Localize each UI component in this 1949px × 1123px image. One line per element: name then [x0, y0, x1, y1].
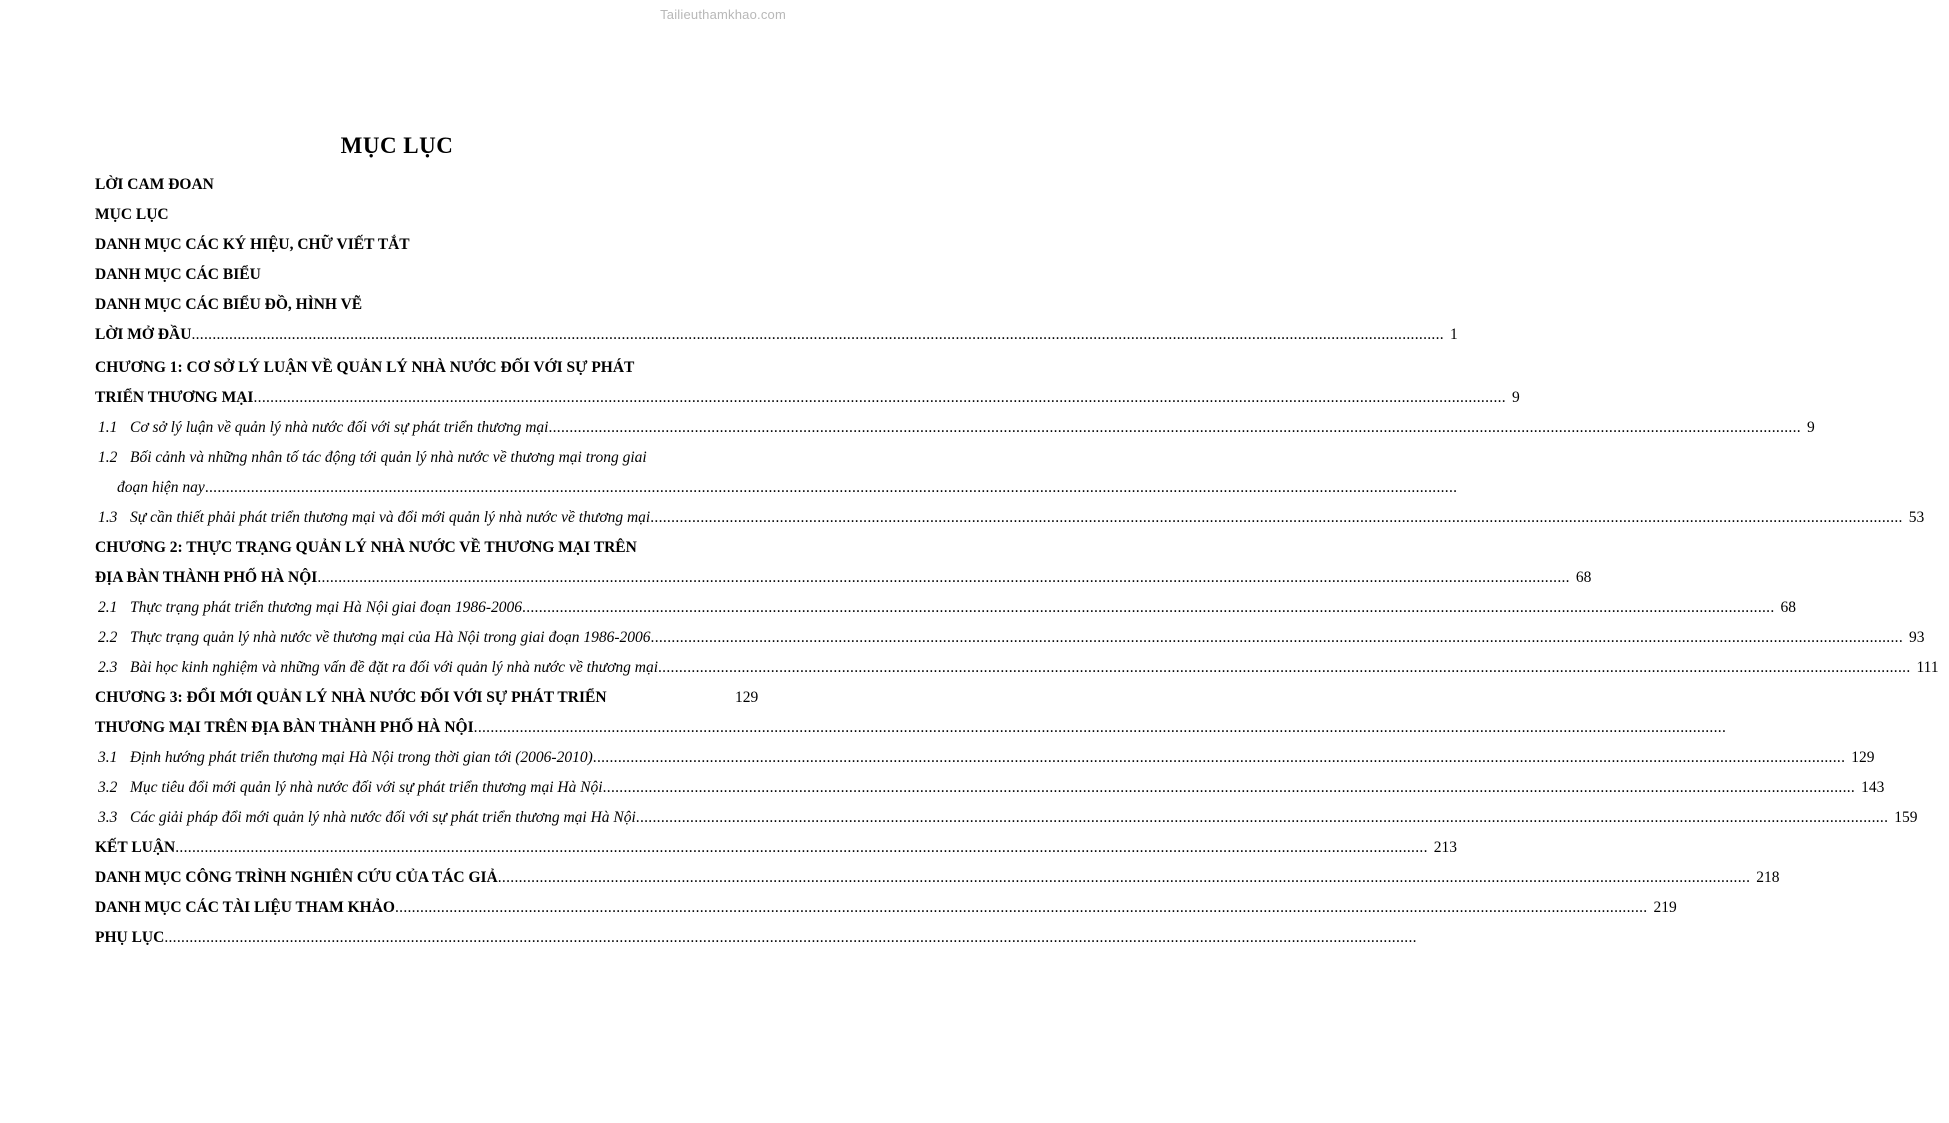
toc-cong-trinh[interactable] [95, 868, 1780, 888]
section-number: 1.2 [98, 449, 118, 466]
toc-chapter-1-heading[interactable]: CHƯƠNG 1: CƠ SỞ LÝ LUẬN VỀ QUẢN LÝ NHÀ NƯỚC ĐỐI VỚI SỰ PHÁT [95, 359, 635, 376]
dot-leader: ............................................................................................................................................................................................................................................................................................................ [548, 419, 1801, 436]
dot-leader: ............................................................................................................................................................................................................................................................................................................ [394, 899, 1648, 916]
section-title: Bài học kinh nghiệm và những vấn đề đặt ra đối với quản lý nhà nước về thương mại [130, 659, 658, 676]
dot-leader: ............................................................................................................................................................................................................................................................................................................ [635, 809, 1889, 826]
page-number: 129 [1851, 749, 1875, 766]
toc-chapter-3-heading[interactable] [95, 688, 767, 708]
toc-chapter-2[interactable] [95, 568, 1592, 588]
toc-section-1-2-cont[interactable] [95, 478, 1458, 498]
toc-entry-label: LỜI MỞ ĐẦU [95, 326, 192, 343]
dot-leader: ............................................................................................................................................................................................................................................................................................................ [204, 479, 1458, 496]
section-title: Các giải pháp đổi mới quản lý nhà nước đối với sự phát triển thương mại Hà Nội [130, 809, 636, 826]
toc-front-loi-cam-doan[interactable]: LỜI CAM ĐOAN [95, 176, 214, 193]
dot-leader: ............................................................................................................................................................................................................................................................................................................ [522, 599, 1775, 616]
page-title: MỤC LỤC [340, 133, 454, 158]
page-number: 9 [1806, 419, 1815, 436]
dot-leader: ............................................................................................................................................................................................................................................................................................................ [650, 509, 1903, 526]
toc-entry-label: THƯƠNG MẠI TRÊN ĐỊA BÀN THÀNH PHỐ HÀ NỘI [95, 719, 474, 736]
toc-chapter-2-heading[interactable]: CHƯƠNG 2: THỰC TRẠNG QUẢN LÝ NHÀ NƯỚC VỀ THƯƠNG MẠI TRÊN [95, 539, 637, 556]
page-number: 9 [1511, 389, 1520, 406]
dot-leader: ............................................................................................................................................................................................................................................................................................................ [602, 779, 1856, 796]
toc-chapter-3[interactable] [95, 718, 1727, 738]
section-title: Thực trạng quản lý nhà nước về thương mại của Hà Nội trong giai đoạn 1986-2006 [130, 629, 651, 646]
toc-entry-label: ĐỊA BÀN THÀNH PHỐ HÀ NỘI [95, 569, 318, 586]
dot-leader: ............................................................................................................................................................................................................................................................................................................ [658, 659, 1911, 676]
section-title: Cơ sở lý luận về quản lý nhà nước đối với sự phát triển thương mại [130, 419, 549, 436]
toc-entry-label: DANH MỤC CÁC TÀI LIỆU THAM KHẢO [95, 899, 395, 916]
toc-section-2-3[interactable] [95, 658, 1939, 678]
toc-entry-label: KẾT LUẬN [95, 839, 176, 856]
toc-entry-label: CHƯƠNG 3: ĐỔI MỚI QUẢN LÝ NHÀ NƯỚC ĐỐI VỚI SỰ PHÁT TRIỂN [95, 689, 607, 706]
section-title: Định hướng phát triển thương mại Hà Nội trong thời gian tới (2006-2010) [130, 749, 593, 766]
toc-front-bieu[interactable]: DANH MỤC CÁC BIỂU [95, 266, 261, 283]
page-number: 111 [1916, 659, 1939, 676]
toc-tai-lieu[interactable] [95, 898, 1677, 918]
page-number: 68 [1575, 569, 1592, 586]
watermark: Tailieuthamkhao.com [660, 7, 786, 22]
section-title: Sự cần thiết phải phát triển thương mại và đổi mới quản lý nhà nước về thương mại [130, 509, 651, 526]
toc-front-bieu-do[interactable]: DANH MỤC CÁC BIỂU ĐỒ, HÌNH VẼ [95, 296, 363, 313]
dot-leader: ............................................................................................................................................................................................................................................................................................................ [650, 629, 1904, 646]
section-number: 2.1 [98, 599, 118, 616]
toc-section-2-1[interactable] [95, 598, 1797, 618]
section-title: Bối cảnh và những nhân tố tác động tới quản lý nhà nước về thương mại trong giai [130, 449, 647, 466]
section-number: 3.3 [98, 809, 118, 826]
toc-section-1-1[interactable] [95, 418, 1815, 438]
dot-leader: ............................................................................................................................................................................................................................................................................................................ [191, 326, 1444, 343]
toc-section-1-3[interactable] [95, 508, 1925, 528]
dot-leader: ............................................................................................................................................................................................................................................................................................................ [175, 839, 1428, 856]
section-number: 1.1 [98, 419, 118, 436]
toc-front-ky-hieu[interactable]: DANH MỤC CÁC KÝ HIỆU, CHỮ VIẾT TẮT [95, 236, 410, 253]
page-number: 53 [1908, 509, 1925, 526]
section-title: Mục tiêu đổi mới quản lý nhà nước đối với sự phát triển thương mại Hà Nội [130, 779, 603, 796]
toc-entry-label: DANH MỤC CÔNG TRÌNH NGHIÊN CỨU CỦA TÁC GIẢ [95, 869, 498, 886]
toc-ket-luan[interactable] [95, 838, 1457, 858]
page-number: 213 [1433, 839, 1457, 856]
section-number: 2.3 [98, 659, 118, 676]
section-number: 3.1 [98, 749, 118, 766]
toc-front-muc-luc[interactable]: MỤC LỤC [95, 206, 169, 223]
toc-section-2-2[interactable] [95, 628, 1925, 648]
dot-leader: ............................................................................................................................................................................................................................................................................................................ [592, 749, 1846, 766]
section-number: 2.2 [98, 629, 118, 646]
toc-chapter-1[interactable] [95, 388, 1520, 408]
dot-leader: ............................................................................................................................................................................................................................................................................................................ [317, 569, 1570, 586]
section-title: Thực trạng phát triển thương mại Hà Nội giai đoạn 1986-2006 [130, 599, 523, 616]
page-number: 1 [1449, 326, 1458, 343]
section-title-cont: đoạn hiện nay [117, 479, 205, 496]
page-number: 218 [1756, 869, 1780, 886]
toc-section-3-1[interactable] [95, 748, 1875, 768]
page-number: 93 [1909, 629, 1925, 646]
page-number: 159 [1894, 809, 1918, 826]
toc-section-3-2[interactable] [95, 778, 1885, 798]
page-number: 219 [1653, 899, 1677, 916]
toc-phu-luc[interactable] [95, 928, 1417, 948]
page-number: 143 [1861, 779, 1885, 796]
dot-leader: ............................................................................................................................................................................................................................................................................................................ [164, 929, 1417, 946]
section-number: 1.3 [98, 509, 118, 526]
dot-leader: ............................................................................................................................................................................................................................................................................................................ [253, 389, 1506, 406]
toc-intro[interactable] [95, 325, 1458, 345]
section-number: 3.2 [98, 779, 118, 796]
dot-leader: ............................................................................................................................................................................................................................................................................................................ [497, 869, 1751, 886]
dot-leader: ............................................................................................................................................................................................................................................................................................................ [473, 719, 1727, 736]
page-number: 129 [735, 689, 759, 706]
toc-section-3-3[interactable] [95, 808, 1918, 828]
toc-entry-label: TRIỂN THƯƠNG MẠI [95, 389, 254, 406]
toc-entry-label: PHỤ LỤC [95, 929, 165, 946]
toc-section-1-2[interactable] [95, 448, 767, 468]
page-number: 68 [1780, 599, 1797, 616]
